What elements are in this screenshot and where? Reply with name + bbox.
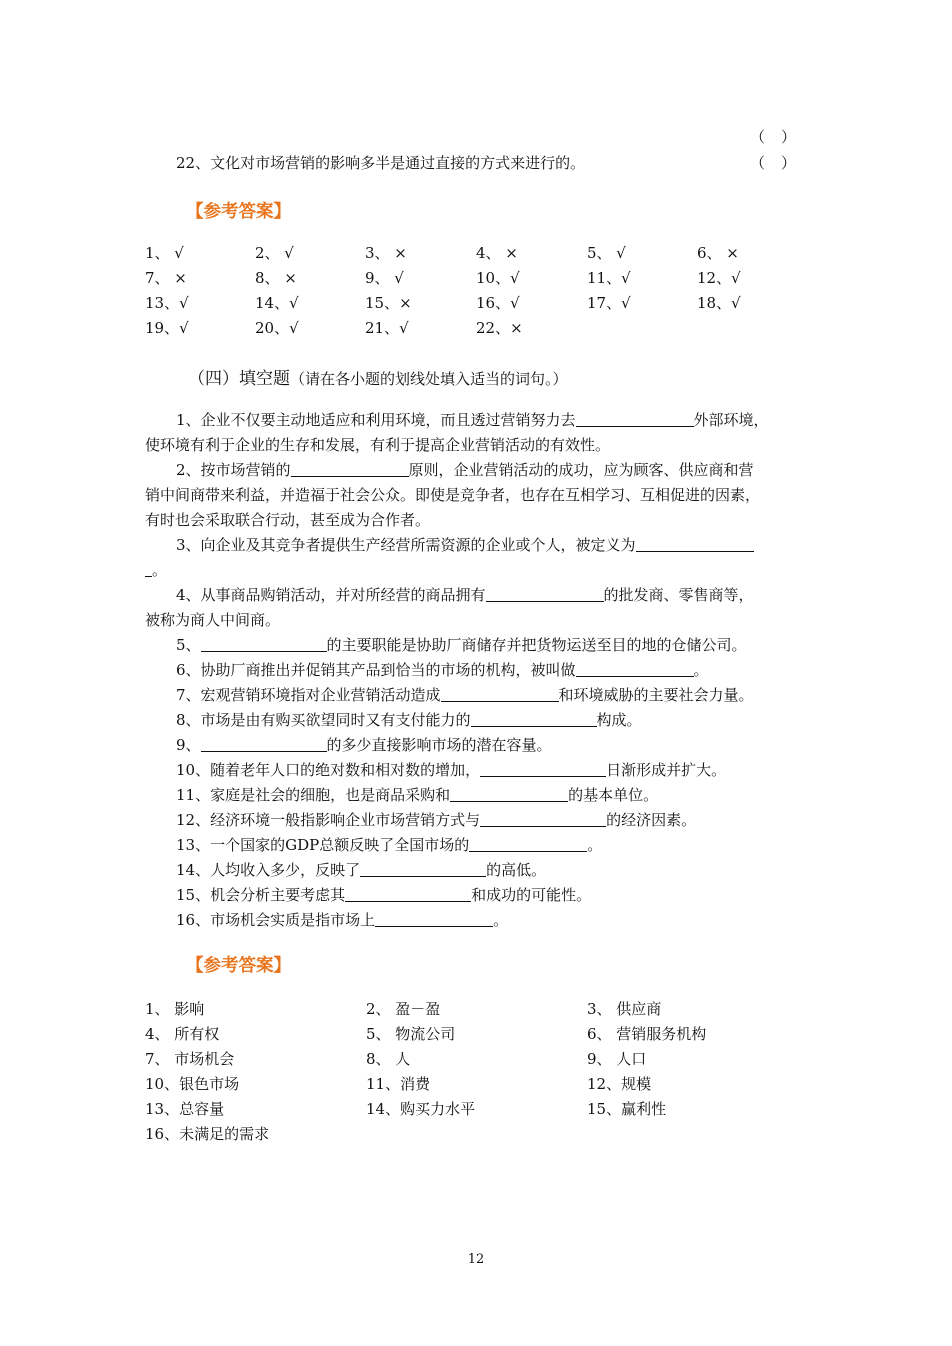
answer-item: 11、消费	[366, 1075, 431, 1093]
answer-item: 15、×	[365, 294, 412, 312]
question-text: 2、按市场营销的	[176, 461, 291, 479]
question-text: 有时也会采取联合行动，甚至成为合作者。	[145, 511, 431, 529]
answer-item: 9、 人口	[587, 1050, 647, 1068]
fill-question-12	[176, 808, 696, 833]
answer-item: 5、 √	[587, 244, 626, 262]
answer-blank	[360, 861, 486, 877]
fill-question-3	[145, 533, 821, 583]
fill-question-15	[176, 883, 591, 908]
answer-item: 3、 ×	[365, 244, 407, 262]
answer-item: 1、 √	[145, 244, 184, 262]
answer-item: 11、√	[587, 269, 631, 287]
answer-item: 13、√	[145, 294, 189, 312]
answer-blank	[375, 911, 493, 927]
question-text: 6、协助厂商推出并促销其产品到恰当的市场的机构，被叫做	[176, 661, 576, 679]
answer-blank	[450, 786, 568, 802]
answer-item: 6、 ×	[697, 244, 739, 262]
answer-item: 7、 ×	[145, 269, 187, 287]
answer-item: 8、 ×	[255, 269, 297, 287]
fill-question-2	[145, 458, 821, 533]
question-text: 7、宏观营销环境指对企业营销活动造成	[176, 686, 441, 704]
question-text: 12、经济环境一般指影响企业市场营销方式与	[176, 811, 481, 829]
question-text: 的多少直接影响市场的潜在容量。	[326, 736, 552, 754]
answer-item: 14、购买力水平	[366, 1100, 476, 1118]
question-text: 16、市场机会实质是指市场上	[176, 911, 376, 929]
question-text: 使环境有利于企业的生存和发展，有利于提高企业营销活动的有效性。	[145, 436, 611, 454]
answer-item: 10、√	[476, 269, 520, 287]
fill-question-4	[145, 583, 821, 633]
question-text: 的主要职能是协助厂商储存并把货物运送至目的地的仓储公司。	[326, 636, 747, 654]
answer-item: 15、赢利性	[587, 1100, 667, 1118]
paren-open: （	[750, 154, 766, 172]
answer-blank	[480, 761, 606, 777]
fill-question-11	[176, 783, 658, 808]
answer-blank	[345, 886, 471, 902]
section-title	[188, 364, 568, 389]
question-text: 和成功的可能性。	[471, 886, 592, 904]
question-text: 。	[152, 561, 168, 579]
question-text: 销中间商带来利益，并造福于社会公众。即使是竞争者，也存在互相学习、互相促进的因素，	[145, 486, 761, 504]
page-number: 12	[467, 1252, 485, 1267]
answer-item: 9、 √	[365, 269, 404, 287]
reference-answer-heading-1: 【参考答案】	[186, 202, 291, 222]
answer-item: 21、√	[365, 319, 409, 337]
fill-question-13	[176, 833, 602, 858]
answer-blank	[201, 736, 327, 752]
question-text: 14、人均收入多少，反映了	[176, 861, 361, 879]
answer-blank	[145, 561, 152, 577]
answer-item: 1、 影响	[145, 1000, 205, 1018]
section-title-main: （四）填空题	[188, 369, 290, 389]
question-text: 原则，企业营销活动的成功，应为顾客、供应商和营	[408, 461, 754, 479]
answer-blank	[471, 711, 597, 727]
tf-question-22: 22、文化对市场营销的影响多半是通过直接的方式来进行的。	[176, 154, 586, 172]
question-text: 和环境威胁的主要社会力量。	[558, 686, 754, 704]
answer-item: 22、×	[476, 319, 523, 337]
question-text: 的基本单位。	[568, 786, 659, 804]
question-text: 1、企业不仅要主动地适应和利用环境，而且透过营销努力去	[176, 411, 576, 429]
reference-answer-heading-2: 【参考答案】	[186, 956, 291, 976]
answer-blank	[576, 661, 694, 677]
answer-item: 8、 人	[366, 1050, 411, 1068]
question-text: 。	[693, 661, 709, 679]
answer-item: 16、未满足的需求	[145, 1125, 270, 1143]
question-text: 5、	[176, 636, 201, 654]
fill-question-9	[176, 733, 552, 758]
question-text: 的高低。	[486, 861, 547, 879]
answer-item: 4、 ×	[476, 244, 518, 262]
answer-blank	[441, 686, 559, 702]
fill-question-14	[176, 858, 546, 883]
question-text: 15、机会分析主要考虑其	[176, 886, 346, 904]
answer-blank	[486, 586, 604, 602]
paren-open: （	[750, 128, 766, 146]
fill-question-16	[176, 908, 508, 933]
answer-item: 5、 物流公司	[366, 1025, 456, 1043]
question-text: 13、一个国家的GDP总额反映了全国市场的	[176, 836, 470, 854]
fill-question-10	[176, 758, 726, 783]
question-text: 外部环境，	[693, 411, 769, 429]
answer-item: 20、√	[255, 319, 299, 337]
answer-item: 14、√	[255, 294, 299, 312]
answer-item: 10、银色市场	[145, 1075, 240, 1093]
answer-blank	[480, 811, 606, 827]
section-instruction: （请在各小题的划线处填入适当的词句。）	[290, 370, 568, 388]
answer-item: 17、√	[587, 294, 631, 312]
fill-question-7	[176, 683, 754, 708]
answer-blank	[636, 536, 754, 552]
answer-blank	[469, 836, 587, 852]
question-text: 日渐形成并扩大。	[606, 761, 727, 779]
answer-blank	[291, 461, 409, 477]
question-text: 。	[493, 911, 509, 929]
question-text: 被称为商人中间商。	[145, 611, 281, 629]
fill-question-6	[176, 658, 709, 683]
question-text: 的批发商、零售商等，	[603, 586, 754, 604]
question-text: 8、市场是由有购买欲望同时又有支付能力的	[176, 711, 471, 729]
question-text: 11、家庭是社会的细胞，也是商品采购和	[176, 786, 451, 804]
answer-blank	[201, 636, 327, 652]
question-text: 9、	[176, 736, 201, 754]
answer-blank	[576, 411, 694, 427]
answer-item: 18、√	[697, 294, 741, 312]
answer-item: 12、规模	[587, 1075, 652, 1093]
answer-item: 19、√	[145, 319, 189, 337]
answer-item: 3、 供应商	[587, 1000, 662, 1018]
answer-item: 2、 √	[255, 244, 294, 262]
question-text: 构成。	[596, 711, 642, 729]
answer-item: 12、√	[697, 269, 741, 287]
answer-item: 13、总容量	[145, 1100, 225, 1118]
question-text: 的经济因素。	[606, 811, 697, 829]
paren-close: ）	[780, 154, 796, 172]
paren-close: ）	[780, 128, 796, 146]
fill-question-8	[176, 708, 642, 733]
answer-item: 6、 营销服务机构	[587, 1025, 707, 1043]
question-text: 10、随着老年人口的绝对数和相对数的增加，	[176, 761, 481, 779]
answer-item: 7、 市场机会	[145, 1050, 235, 1068]
answer-item: 16、√	[476, 294, 520, 312]
answer-item: 4、 所有权	[145, 1025, 220, 1043]
question-text: 。	[587, 836, 603, 854]
question-text: 3、向企业及其竞争者提供生产经营所需资源的企业或个人，被定义为	[176, 536, 636, 554]
question-text: 4、从事商品购销活动，并对所经营的商品拥有	[176, 586, 486, 604]
answer-item: 2、 盈－盈	[366, 1000, 441, 1018]
fill-question-5	[176, 633, 747, 658]
fill-question-1	[145, 408, 821, 458]
